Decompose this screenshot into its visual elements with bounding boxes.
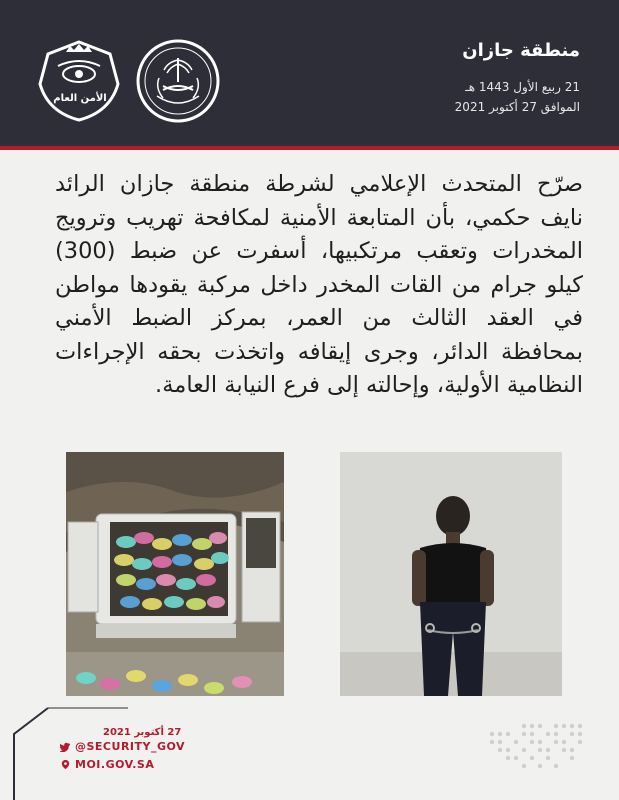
decorative-dot-pattern	[488, 722, 588, 772]
public-security-logo-text: الأمن العام	[53, 93, 107, 104]
region-title: منطقة جازان	[462, 40, 580, 61]
gregorian-date: الموافق 27 أكتوبر 2021	[454, 100, 580, 114]
public-security-badge-icon	[36, 38, 122, 124]
twitter-handle-row[interactable]	[60, 740, 185, 753]
news-body: صرّح المتحدث الإعلامي لشرطة منطقة جازان الرائد نايف حكمي، بأن المتابعة الأمنية لمكافحة تهريب وترويج المخدرات وتعقب مرتكبيها، أسفرت عن ضبط (300) كيلو جرام من القات المخدر داخل مركبة يقودها مواطن في العقد الثالث من العمر، بمركز الضبط الأمني بمحافظة الدائر، وجرى إيقافه واتخذت بحقه الإجراءات النظامية الأولية، وإحالته إلى فرع النيابة العامة.	[55, 171, 583, 398]
ministry-emblem-icon	[135, 38, 221, 124]
seized-truck-photo	[66, 452, 284, 696]
hijri-date: 21 ربيع الأول 1443 هـ	[465, 80, 580, 94]
suspect-photo	[340, 452, 562, 696]
twitter-handle: @SECURITY_GOV	[75, 740, 186, 753]
footer-date: 27 أكتوبر 2021	[103, 727, 182, 738]
twitter-icon	[60, 741, 71, 752]
header-divider	[0, 146, 619, 150]
website-url: MOI.GOV.SA	[75, 758, 155, 771]
website-row[interactable]	[60, 758, 154, 771]
location-pin-icon	[60, 759, 71, 770]
